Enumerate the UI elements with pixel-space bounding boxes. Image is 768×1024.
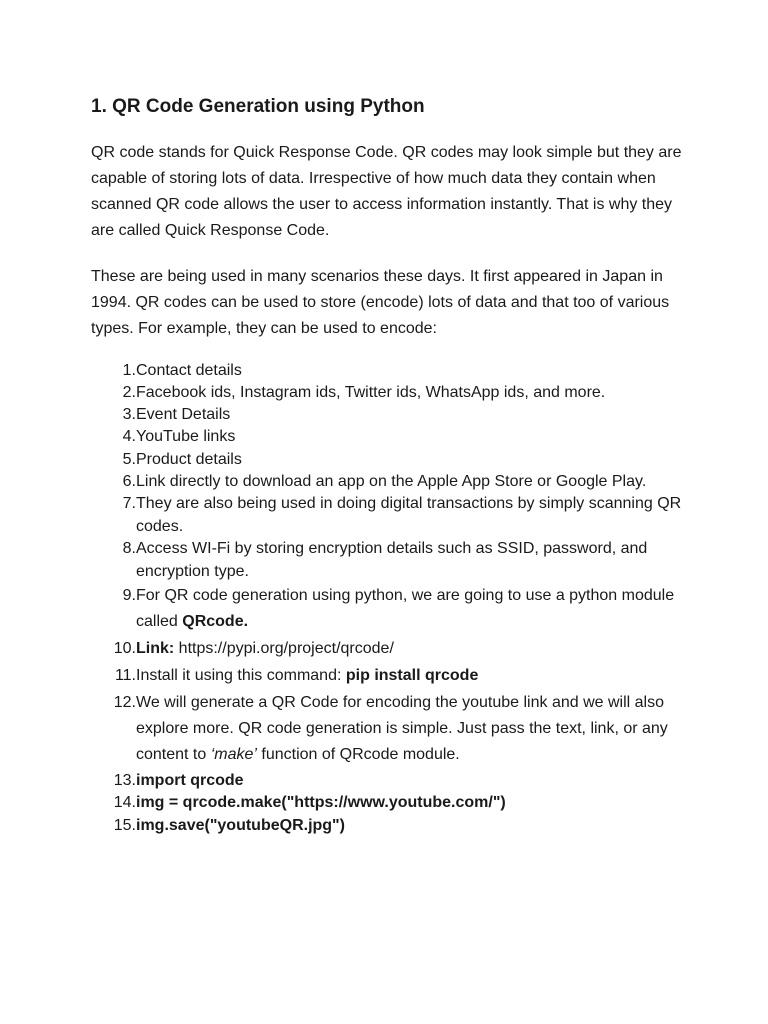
list-number: 1.	[122, 362, 136, 379]
module-name: QRcode.	[182, 613, 249, 630]
list-number: 3.	[122, 406, 136, 423]
list-item-text	[136, 690, 668, 768]
list-number: 14.	[113, 794, 136, 811]
list-item-text: YouTube links	[136, 428, 236, 445]
link-label: Link:	[136, 640, 175, 657]
list-item-text: Product details	[136, 451, 242, 468]
list-item-line: Access WI-Fi by storing encryption details such as SSID, password, and	[136, 540, 648, 557]
paragraph-line: capable of storing lots of data. Irrespective of how much data they contain when	[91, 170, 656, 187]
list-item-line: encryption type.	[136, 563, 249, 580]
list-item-text-part: content to	[136, 746, 211, 763]
list-number: 9.	[122, 587, 136, 604]
code-line: img.save("youtubeQR.jpg")	[136, 817, 345, 834]
code-line: import qrcode	[136, 772, 244, 789]
list-number: 11.	[114, 667, 136, 684]
list-item-line: We will generate a QR Code for encoding the youtube link and we will also	[136, 694, 664, 711]
install-command: pip install qrcode	[345, 667, 479, 684]
list-item-line: codes.	[136, 518, 184, 535]
paragraph-line: These are being used in many scenarios these days. It first appeared in Japan in	[91, 268, 663, 285]
list-item-text: Facebook ids, Instagram ids, Twitter ids, WhatsApp ids, and more.	[136, 384, 606, 401]
usage-paragraph	[91, 264, 691, 342]
list-item-text	[136, 636, 394, 662]
list-item-text	[136, 537, 647, 583]
list-number: 12.	[113, 694, 136, 711]
list-number: 10.	[113, 640, 136, 657]
paragraph-line: are called Quick Response Code.	[91, 222, 330, 239]
list-item-text-part: function of QRcode module.	[256, 746, 460, 763]
page-title: 1. QR Code Generation using Python	[91, 96, 425, 117]
code-line: img = qrcode.make("https://www.youtube.com/")	[136, 794, 506, 811]
list-number: 7.	[122, 495, 136, 512]
paragraph-line: scanned QR code allows the user to access information instantly. That is why they	[91, 196, 673, 213]
list-item-text: Link directly to download an app on the Apple App Store or Google Play.	[136, 473, 647, 490]
list-item-line: They are also being used in doing digital transactions by simply scanning QR	[136, 495, 682, 512]
paragraph-line: 1994. QR codes can be used to store (encode) lots of data and that too of various	[91, 294, 670, 311]
list-number: 8.	[122, 540, 136, 557]
list-item-text	[136, 663, 478, 689]
list-item-text	[136, 583, 674, 635]
list-item-line	[136, 742, 668, 768]
list-item-text: Event Details	[136, 406, 231, 423]
paragraph-line: types. For example, they can be used to encode:	[91, 320, 437, 337]
list-number: 5.	[122, 451, 136, 468]
list-number: 2.	[122, 384, 136, 401]
link-url: https://pypi.org/project/qrcode/	[174, 640, 394, 657]
list-item-line	[136, 609, 674, 635]
list-item-line: For QR code generation using python, we are going to use a python module	[136, 587, 675, 604]
intro-paragraph	[91, 140, 691, 244]
list-item-text	[136, 492, 681, 538]
paragraph-line: QR code stands for Quick Response Code. QR codes may look simple but they are	[91, 144, 682, 161]
list-item-text-part: Install it using this command:	[136, 667, 346, 684]
list-item-text: Contact details	[136, 362, 242, 379]
list-item-text-part: called	[136, 613, 183, 630]
list-number: 15.	[113, 817, 136, 834]
list-number: 4.	[122, 428, 136, 445]
list-item-line: explore more. QR code generation is simple. Just pass the text, link, or any	[136, 720, 668, 737]
list-number: 13.	[113, 772, 136, 789]
function-name: ‘make’	[210, 746, 257, 763]
list-number: 6.	[122, 473, 136, 490]
